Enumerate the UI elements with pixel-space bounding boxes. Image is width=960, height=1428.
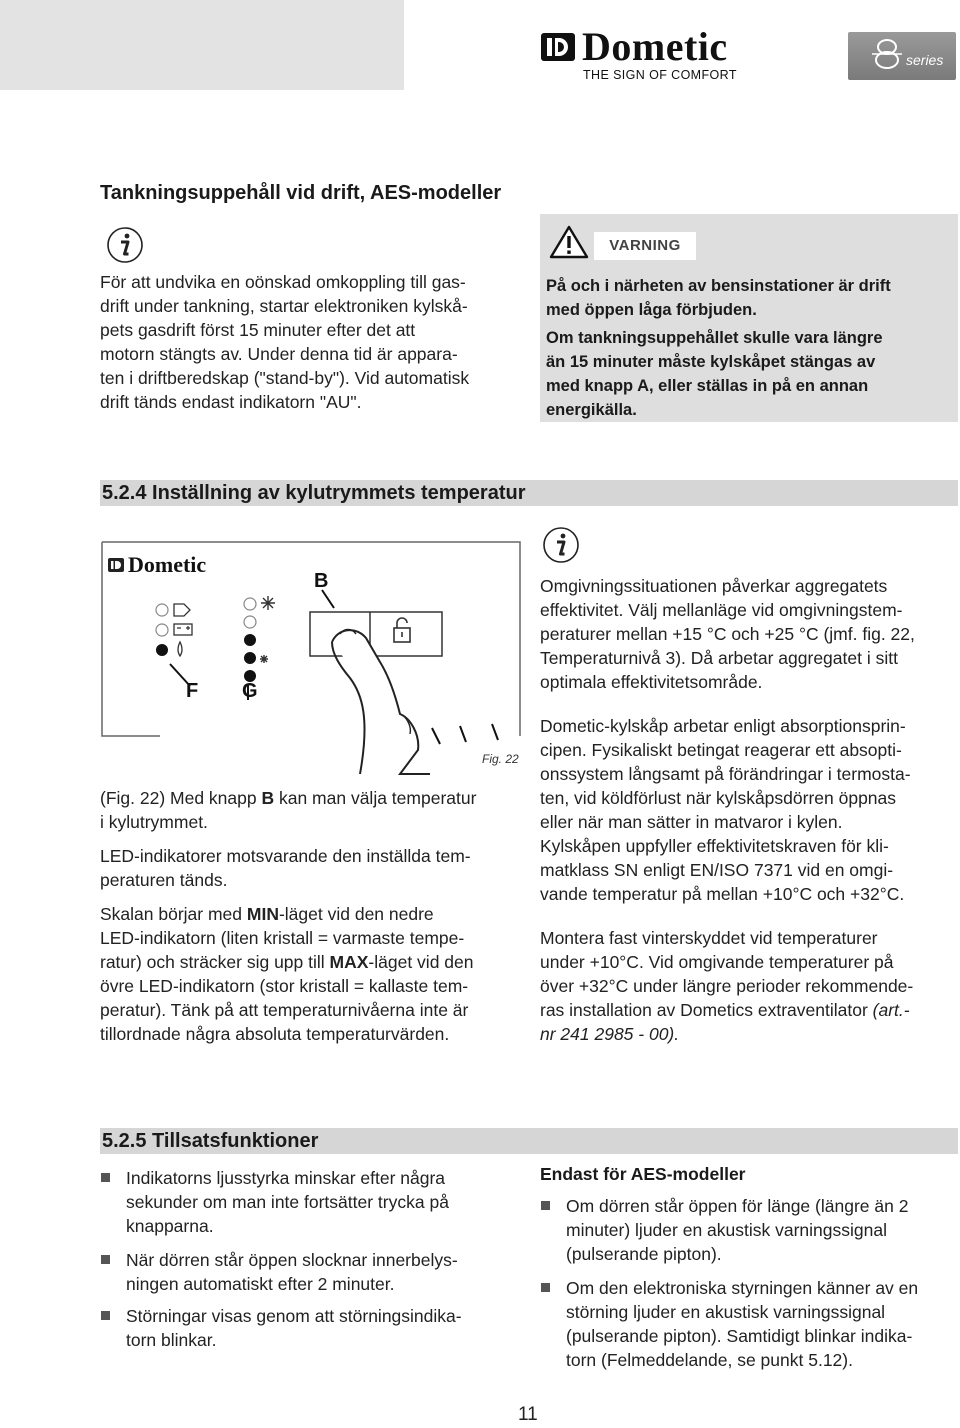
text-line: drift under tankning, startar elektroniken kylskå- xyxy=(100,296,468,316)
text-line: Om dörren står öppen för länge (längre än 2 xyxy=(566,1196,909,1216)
warning-line: På och i närheten av bensinstationer är drift xyxy=(546,277,891,295)
button-b-ref: B xyxy=(261,788,275,808)
fig22-description xyxy=(100,786,520,1046)
brand-tagline: THE SIGN OF COMFORT xyxy=(583,68,737,82)
bullet-square-icon xyxy=(101,1173,110,1182)
text-line: LED-indikatorer motsvarande den inställda tem- xyxy=(100,846,471,866)
label-f: F xyxy=(186,680,199,702)
text-line: Montera fast vinterskyddet vid temperaturer xyxy=(540,928,878,948)
text-line: ten, vid köldförlust när kylskåpsdörren öppnas xyxy=(540,788,897,808)
section-524-bar xyxy=(100,480,958,506)
text-line: ten i driftberedskap ("stand-by"). Vid automatisk xyxy=(100,368,470,388)
aes-only-heading: Endast för AES-modeller xyxy=(540,1164,746,1184)
text-run: -läget vid den xyxy=(368,952,474,972)
section-525-bar xyxy=(100,1128,958,1154)
series-label: series xyxy=(906,52,944,68)
article-number: (art.- xyxy=(872,1000,910,1020)
text-line: eller när man sätter in matvaror i kylen. xyxy=(540,812,843,832)
list-item xyxy=(126,1248,516,1296)
max-ref: MAX xyxy=(329,952,369,972)
text-run: -läget vid den nedre xyxy=(278,904,434,924)
text-line: i kylutrymmet. xyxy=(100,812,208,832)
warning-line: med knapp A, eller ställas in på en annan xyxy=(546,377,869,395)
warning-line: med öppen låga förbjuden. xyxy=(546,301,757,319)
label-g: G xyxy=(242,680,258,702)
winter-cover-paragraph xyxy=(540,926,958,1046)
text-line: cipen. Fysikaliskt betingat reagerar ett absopti- xyxy=(540,740,902,760)
page-number: 11 xyxy=(518,1404,538,1425)
text-line: Dometic-kylskåp arbetar enligt absorptionsprin- xyxy=(540,716,906,736)
dometic-logo-mark xyxy=(540,32,576,62)
text-line: peraturen tänds. xyxy=(100,870,228,890)
text-line: Kylskåpen uppfyller effektivitetskraven för kli- xyxy=(540,836,889,856)
bullet-square-icon xyxy=(541,1201,550,1210)
series-8-glyph xyxy=(870,38,904,70)
text-line: pets gasdrift först 15 minuter efter det att xyxy=(100,320,416,340)
text-line: över +32°C under längre perioder rekommende- xyxy=(540,976,914,996)
text-run: (Fig. 22) Med knapp xyxy=(100,788,262,808)
text-line xyxy=(100,786,520,810)
brand-name: Dometic xyxy=(582,24,728,69)
text-line: Omgivningssituationen påverkar aggregatets xyxy=(540,576,888,596)
text-line: För att undvika en oönskad omkoppling till gas- xyxy=(100,272,466,292)
list-item xyxy=(566,1276,958,1372)
warning-label: VARNING xyxy=(594,232,696,260)
text-line: (pulserande pipton). Samtidigt blinkar indika- xyxy=(566,1326,913,1346)
text-run: ras installation av Dometics extraventilator xyxy=(540,1000,873,1020)
list-item xyxy=(126,1304,516,1352)
bullet-square-icon xyxy=(101,1255,110,1264)
info-icon xyxy=(106,226,144,264)
text-line: tillordnade några absoluta temperaturvärden. xyxy=(100,1024,450,1044)
warning-line: än 15 minuter måste kylskåpet stängas av xyxy=(546,353,876,371)
text-line: under +10°C. Vid omgivande temperaturer på xyxy=(540,952,894,972)
section-524-title: 5.2.4 Inställning av kylutrymmets temperatur xyxy=(102,482,526,504)
info-icon xyxy=(542,526,580,564)
text-line xyxy=(540,998,958,1022)
text-line: optimala effektivitetsområde. xyxy=(540,672,763,692)
text-line: peratur). Tänk på att temperaturnivåerna inte är xyxy=(100,1000,469,1020)
text-line: ningen automatiskt efter 2 minuter. xyxy=(126,1274,395,1294)
absorption-paragraph xyxy=(540,714,958,906)
dometic-logo xyxy=(540,24,750,84)
text-line: knapparna. xyxy=(126,1216,214,1236)
figure-caption: Fig. 22 xyxy=(482,752,519,766)
text-line: motorn stängts av. Under denna tid är appara- xyxy=(100,344,458,364)
ambient-info-paragraph xyxy=(540,574,958,694)
text-line xyxy=(100,902,520,926)
text-run: kan man välja temperatur xyxy=(274,788,477,808)
text-line: störning ljuder en akustisk varningssignal xyxy=(566,1302,886,1322)
text-line: drift tänds endast indikatorn "AU". xyxy=(100,392,362,412)
text-line: minuter) ljuder en akustisk varningssignal xyxy=(566,1220,887,1240)
text-line: Indikatorns ljusstyrka minskar efter några xyxy=(126,1168,446,1188)
warning-triangle-icon xyxy=(548,224,590,260)
bullet-square-icon xyxy=(101,1311,110,1320)
list-item xyxy=(126,1166,516,1238)
text-line: sekunder om man inte fortsätter trycka på xyxy=(126,1192,449,1212)
label-b: B xyxy=(314,570,329,592)
section-525-title: 5.2.5 Tillsatsfunktioner xyxy=(102,1130,319,1152)
warning-line: Om tankningsuppehållet skulle vara längre xyxy=(546,329,883,347)
text-line: Om den elektroniska styrningen känner av en xyxy=(566,1278,919,1298)
text-line: Störningar visas genom att störningsindika- xyxy=(126,1306,462,1326)
control-panel-figure xyxy=(100,538,522,776)
warning-line: energikälla. xyxy=(546,401,637,419)
text-line: (pulserande pipton). xyxy=(566,1244,722,1264)
text-run: Skalan börjar med xyxy=(100,904,247,924)
header-gray-band xyxy=(0,0,404,90)
bullet-square-icon xyxy=(541,1283,550,1292)
text-line: Temperaturnivå 3). Då arbetar aggregatet i sitt xyxy=(540,648,898,668)
series-badge xyxy=(848,32,956,80)
min-ref: MIN xyxy=(246,904,279,924)
text-line: LED-indikatorn (liten kristall = varmaste tempe- xyxy=(100,928,465,948)
text-line: effektivitet. Välj mellanläge vid omgivningstem- xyxy=(540,600,903,620)
section-aes-title: Tankningsuppehåll vid drift, AES-modeller xyxy=(100,182,502,204)
text-line: vande temperatur på mellan +10°C och +32°C. xyxy=(540,884,905,904)
text-line: nr 241 2985 - 00). xyxy=(540,1024,680,1044)
text-line: torn blinkar. xyxy=(126,1330,217,1350)
panel-brand: Dometic xyxy=(128,552,207,577)
text-line xyxy=(100,950,520,974)
aes-info-paragraph xyxy=(100,270,520,414)
text-line: torn (Felmeddelande, se punkt 5.12). xyxy=(566,1350,853,1370)
list-item xyxy=(566,1194,958,1266)
text-line: När dörren står öppen slocknar innerbelys- xyxy=(126,1250,458,1270)
text-line: övre LED-indikatorn (stor kristall = kallaste tem- xyxy=(100,976,469,996)
text-line: matklass SN enligt EN/ISO 7371 vid en omgi- xyxy=(540,860,894,880)
text-line: onssystem långsamt på förändringar i termosta- xyxy=(540,764,911,784)
text-run: ratur) och sträcker sig upp till xyxy=(100,952,330,972)
warning-box xyxy=(540,214,958,422)
text-line: peraturer mellan +15 °C och +25 °C (jmf. fig. 22, xyxy=(540,624,915,644)
